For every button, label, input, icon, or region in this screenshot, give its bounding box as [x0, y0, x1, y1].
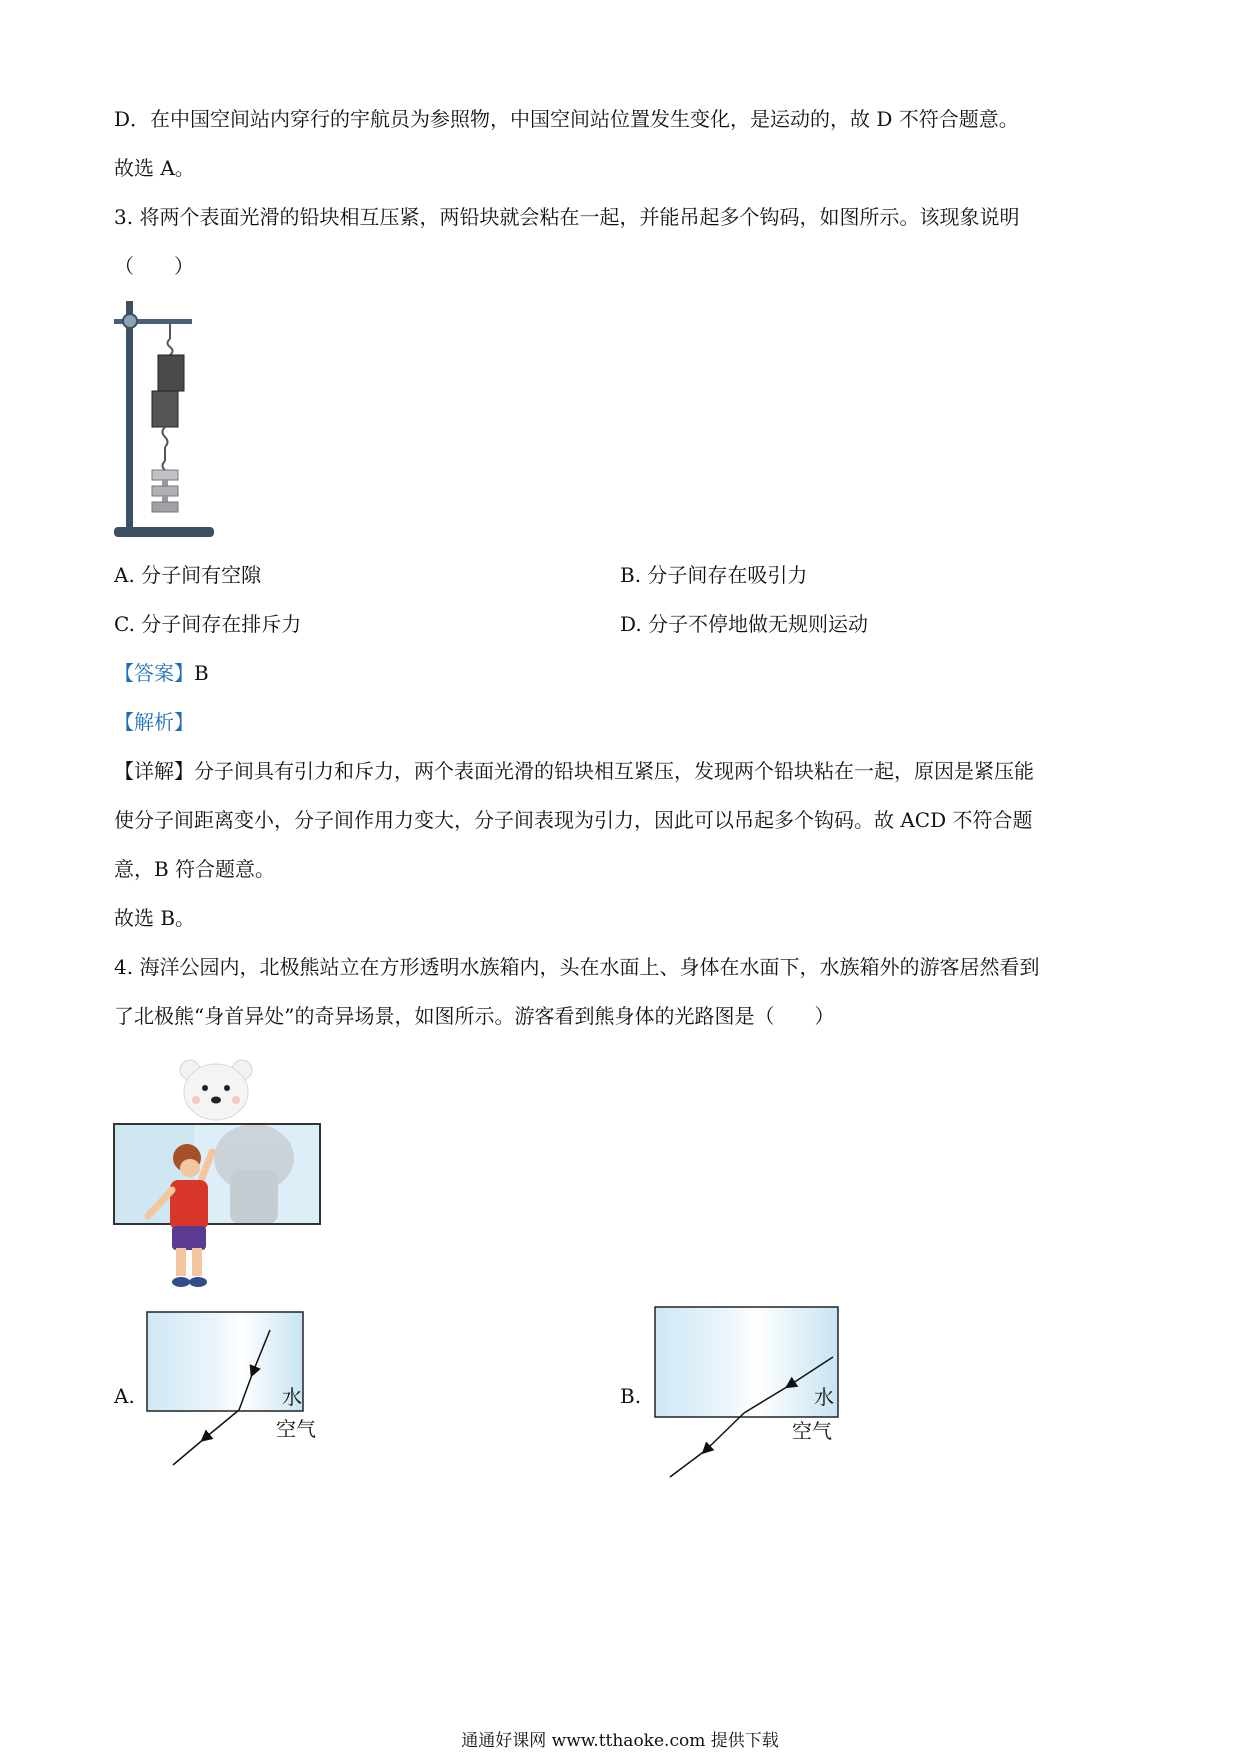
detail-text-1: 分子间具有引力和斥力，两个表面光滑的铅块相互紧压，发现两个铅块粘在一起，原因是紧压能 [194, 759, 1034, 783]
q3-answer [114, 660, 209, 686]
light-path-option-a[interactable] [145, 1310, 305, 1475]
air-label-b: 空气 [792, 1419, 832, 1443]
stand-clamp [123, 314, 137, 328]
q3-detail-line-1 [114, 758, 1034, 784]
q3-stem-line-2: （ ） [114, 254, 194, 278]
water-block-b [655, 1307, 838, 1417]
q3-detail-line-2: 使分子间距离变小，分子间作用力变大，分子间表现为引力，因此可以吊起多个钩码。故 ACD 不符合题 [114, 808, 1033, 832]
polar-bear-head [180, 1060, 252, 1120]
hook-weight-1 [152, 470, 178, 480]
q3-option-c[interactable]: C. 分子间存在排斥力 [114, 612, 302, 636]
answer-tag: 【答案】 [114, 661, 194, 685]
q3-detail-line-3: 意，B 符合题意。 [114, 857, 276, 881]
lead-block-lower [152, 391, 178, 427]
q3-option-b[interactable]: B. 分子间存在吸引力 [620, 563, 808, 587]
water-block-a [147, 1312, 303, 1411]
hook-weight-2 [152, 486, 178, 496]
q3-analysis [114, 709, 194, 735]
lead-block-upper [158, 355, 184, 391]
q3-answer-choice: 故选 B。 [114, 906, 196, 930]
air-label-a: 空气 [276, 1417, 316, 1441]
polar-bear-aquarium-figure [112, 1040, 332, 1300]
q4-stem-line-1: 4. 海洋公园内，北极熊站立在方形透明水族箱内，头在水面上、身体在水面下，水族箱外的游客居然看到 [114, 955, 1040, 979]
stand-pole [126, 301, 133, 531]
answer-value: B [194, 661, 209, 685]
q4-option-b-letter[interactable]: B. [620, 1384, 642, 1408]
q3-stem-line-1: 3. 将两个表面光滑的铅块相互压紧，两铅块就会粘在一起，并能吊起多个钩码，如图所示。该现象说明 [114, 205, 1020, 229]
lead-block-apparatus-figure [108, 295, 218, 545]
analysis-tag: 【解析】 [114, 710, 194, 734]
q3-option-a[interactable]: A. 分子间有空隙 [114, 563, 262, 587]
q4-option-a-letter[interactable]: A. [114, 1384, 135, 1408]
q2-answer-choice: 故选 A。 [114, 156, 195, 180]
water-label-a: 水 [282, 1385, 302, 1409]
water-label-b: 水 [814, 1385, 834, 1409]
light-path-option-b[interactable] [640, 1305, 840, 1480]
q3-option-d[interactable]: D. 分子不停地做无规则运动 [620, 612, 869, 636]
page-footer: 通通好课网 www.tthaoke.com 提供下载 [461, 1731, 779, 1751]
q2-option-d: D．在中国空间站内穿行的宇航员为参照物，中国空间站位置发生变化，是运动的，故 D 不符合题意。 [114, 107, 1019, 131]
hook-weight-3 [152, 502, 178, 512]
detail-tag: 【详解】 [114, 759, 194, 783]
q4-stem-line-2: 了北极熊“身首异处”的奇异场景，如图所示。游客看到熊身体的光路图是（ ） [114, 1004, 835, 1028]
